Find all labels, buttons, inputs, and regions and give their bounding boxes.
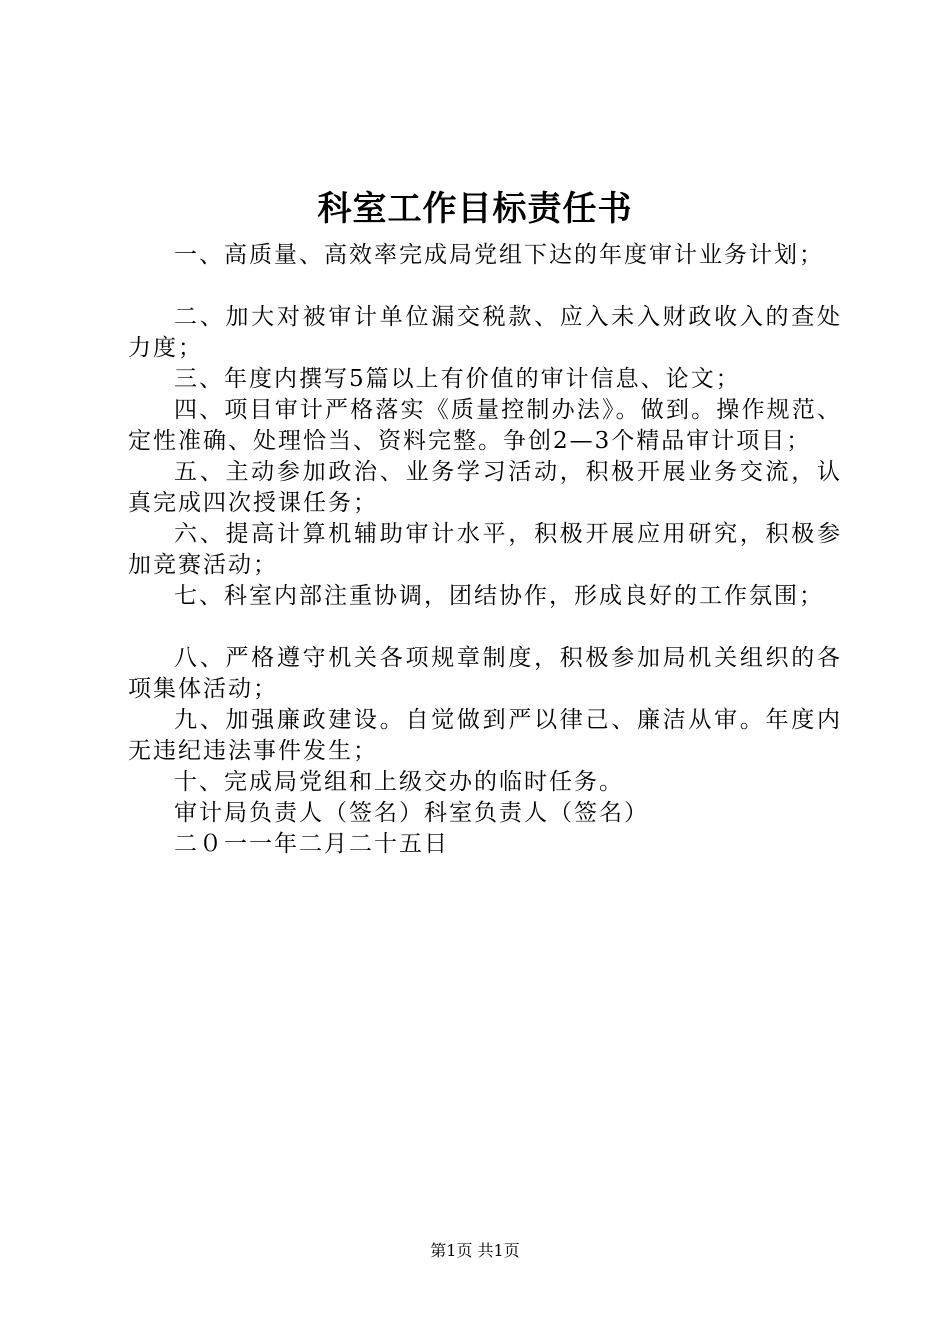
clause-2: 二、加大对被审计单位漏交税款、应入未入财政收入的查处力度； [128,304,842,361]
clause-4: 四、项目审计严格落实《质量控制办法》。做到。操作规范、定性准确、处理恰当、资料完整。争创2—3个精品审计项目； [128,397,842,454]
clause-7: 七、科室内部注重协调，团结协作，形成良好的工作氛围； [174,583,824,609]
date-line: 二０一一年二月二十五日 [174,831,449,857]
clause-10: 十、完成局党组和上级交办的临时任务。 [174,769,624,795]
clause-9: 九、加强廉政建设。自觉做到严以律己、廉洁从审。年度内无违纪违法事件发生； [128,707,842,764]
signature-line: 审计局负责人（签名）科室负责人（签名） [174,800,649,826]
clause-5: 五、主动参加政治、业务学习活动，积极开展业务交流，认真完成四次授课任务； [128,459,842,516]
clause-3: 三、年度内撰写5篇以上有价值的审计信息、论文； [174,366,741,392]
page-title: 科室工作目标责任书 [317,189,633,229]
clause-1: 一、高质量、高效率完成局党组下达的年度审计业务计划； [174,242,824,268]
clause-6: 六、提高计算机辅助审计水平，积极开展应用研究，积极参加竞赛活动； [128,521,842,578]
page-number: 第1页 共1页 [430,1241,520,1260]
document-body [128,240,842,860]
clause-8: 八、严格遵守机关各项规章制度，积极参加局机关组织的各项集体活动； [128,645,842,702]
